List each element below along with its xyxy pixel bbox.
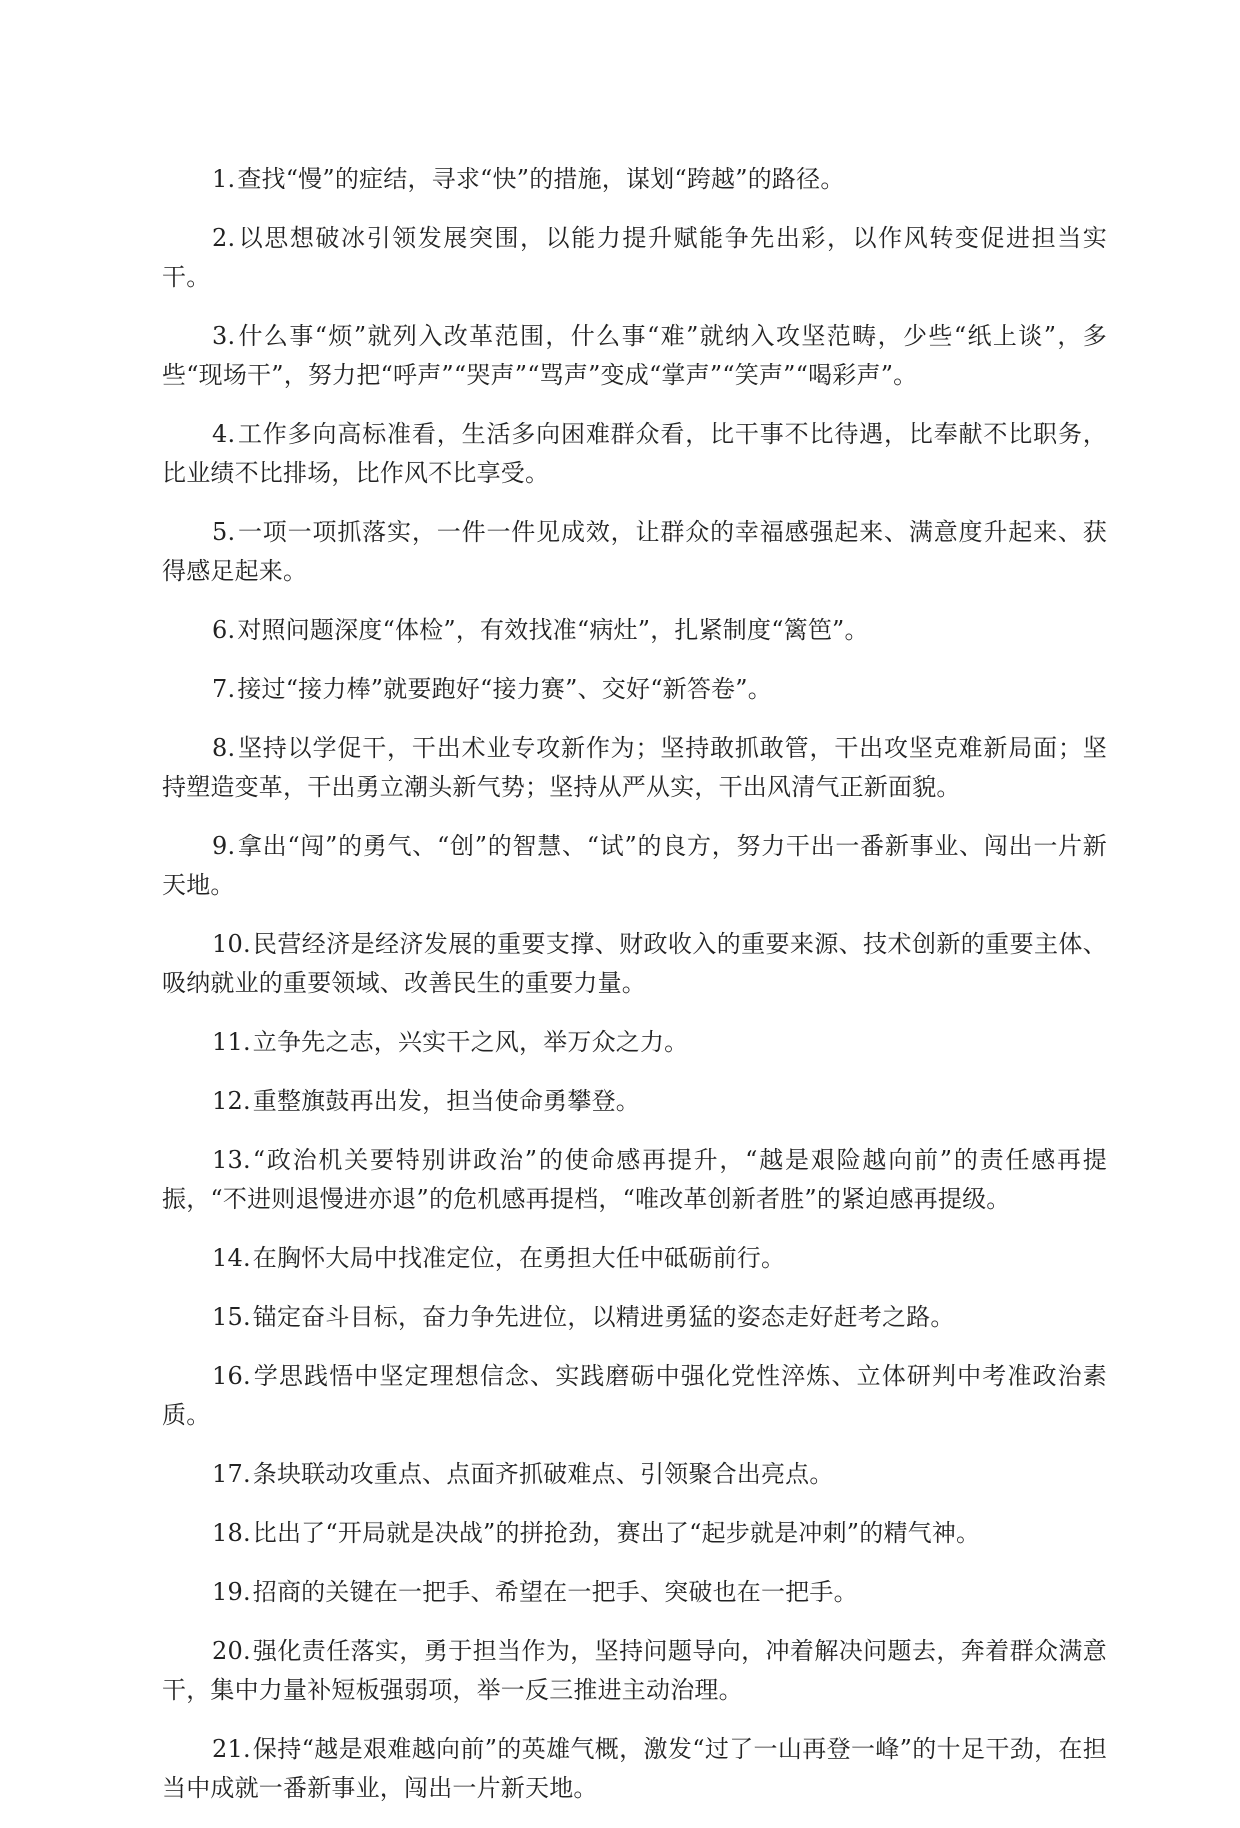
list-item [162, 670, 1107, 709]
item-text: 保持“越是艰难越向前”的英雄气概，激发“过了一山再登一峰”的十足干劲，在担当中成就一番新事业，闯出一片新天地。 [162, 1735, 1107, 1802]
list-item [162, 611, 1107, 650]
item-number: 3. [212, 322, 236, 350]
item-text: 坚持以学促干，干出术业专攻新作为；坚持敢抓敢管，干出攻坚克难新局面；坚持塑造变革，干出勇立潮头新气势；坚持从严从实，干出风清气正新面貌。 [162, 734, 1107, 801]
item-number: 8. [212, 734, 236, 762]
item-text: 在胸怀大局中找准定位，在勇担大任中砥砺前行。 [252, 1244, 786, 1272]
list-item [162, 415, 1107, 493]
item-number: 2. [212, 224, 236, 252]
list-item [162, 925, 1107, 1003]
item-number: 20. [212, 1637, 251, 1665]
item-text: 立争先之志，兴实干之风，举万众之力。 [252, 1028, 689, 1056]
list-item [162, 1023, 1107, 1062]
item-text: 查找“慢”的症结，寻求“快”的措施，谋划“跨越”的路径。 [237, 165, 845, 193]
list-item [162, 513, 1107, 591]
list-item [162, 317, 1107, 395]
list-item [162, 1239, 1107, 1278]
item-text: “政治机关要特别讲政治”的使命感再提升，“越是艰险越向前”的责任感再提振，“不进则退慢进亦退”的危机感再提档，“唯改革创新者胜”的紧迫感再提级。 [162, 1146, 1107, 1213]
item-text: 以思想破冰引领发展突围，以能力提升赋能争先出彩，以作风转变促进担当实干。 [162, 224, 1107, 291]
item-text: 什么事“烦”就列入改革范围，什么事“难”就纳入攻坚范畴，少些“纸上谈”，多些“现场干”，努力把“呼声”“哭声”“骂声”变成“掌声”“笑声”“喝彩声”。 [162, 322, 1107, 389]
list-item [162, 1514, 1107, 1553]
item-text: 学思践悟中坚定理想信念、实践磨砺中强化党性淬炼、立体研判中考准政治素质。 [162, 1362, 1107, 1429]
list-item [162, 1141, 1107, 1219]
list-item [162, 219, 1107, 297]
item-number: 1. [212, 165, 236, 193]
list-item [162, 1730, 1107, 1808]
list-item [162, 1298, 1107, 1337]
list-item [162, 729, 1107, 807]
item-text: 锚定奋斗目标，奋力争先进位，以精进勇猛的姿态走好赶考之路。 [252, 1303, 955, 1331]
item-number: 18. [212, 1519, 251, 1547]
item-number: 17. [212, 1460, 251, 1488]
item-number: 13. [212, 1146, 251, 1174]
item-number: 6. [212, 616, 236, 644]
list-item [162, 1455, 1107, 1494]
item-text: 拿出“闯”的勇气、“创”的智慧、“试”的良方，努力干出一番新事业、闯出一片新天地。 [162, 832, 1107, 899]
item-number: 12. [212, 1087, 251, 1115]
item-number: 16. [212, 1362, 251, 1390]
item-number: 14. [212, 1244, 251, 1272]
list-item [162, 1632, 1107, 1710]
item-text: 对照问题深度“体检”，有效找准“病灶”，扎紧制度“篱笆”。 [237, 616, 869, 644]
item-text: 接过“接力棒”就要跑好“接力赛”、交好“新答卷”。 [237, 675, 772, 703]
item-number: 7. [212, 675, 236, 703]
item-number: 21. [212, 1735, 251, 1763]
document-body [162, 160, 1107, 1828]
item-text: 条块联动攻重点、点面齐抓破难点、引领聚合出亮点。 [252, 1460, 834, 1488]
list-item [162, 1357, 1107, 1435]
item-text: 民营经济是经济发展的重要支撑、财政收入的重要来源、技术创新的重要主体、吸纳就业的重要领域、改善民生的重要力量。 [162, 930, 1107, 997]
item-text: 比出了“开局就是决战”的拼抢劲，赛出了“起步就是冲刺”的精气神。 [252, 1519, 981, 1547]
item-number: 19. [212, 1578, 251, 1606]
list-item [162, 1573, 1107, 1612]
item-text: 强化责任落实，勇于担当作为，坚持问题导向，冲着解决问题去，奔着群众满意干，集中力量补短板强弱项，举一反三推进主动治理。 [162, 1637, 1107, 1704]
item-text: 招商的关键在一把手、希望在一把手、突破也在一把手。 [252, 1578, 858, 1606]
item-number: 11. [212, 1028, 251, 1056]
item-number: 4. [212, 420, 236, 448]
item-number: 15. [212, 1303, 251, 1331]
list-item [162, 827, 1107, 905]
list-item [162, 160, 1107, 199]
item-text: 工作多向高标准看，生活多向困难群众看，比干事不比待遇，比奉献不比职务，比业绩不比排场，比作风不比享受。 [162, 420, 1107, 487]
item-number: 10. [212, 930, 251, 958]
item-number: 9. [212, 832, 236, 860]
item-text: 一项一项抓落实，一件一件见成效，让群众的幸福感强起来、满意度升起来、获得感足起来。 [162, 518, 1107, 585]
item-number: 5. [212, 518, 236, 546]
list-item [162, 1082, 1107, 1121]
item-text: 重整旗鼓再出发，担当使命勇攀登。 [252, 1087, 640, 1115]
